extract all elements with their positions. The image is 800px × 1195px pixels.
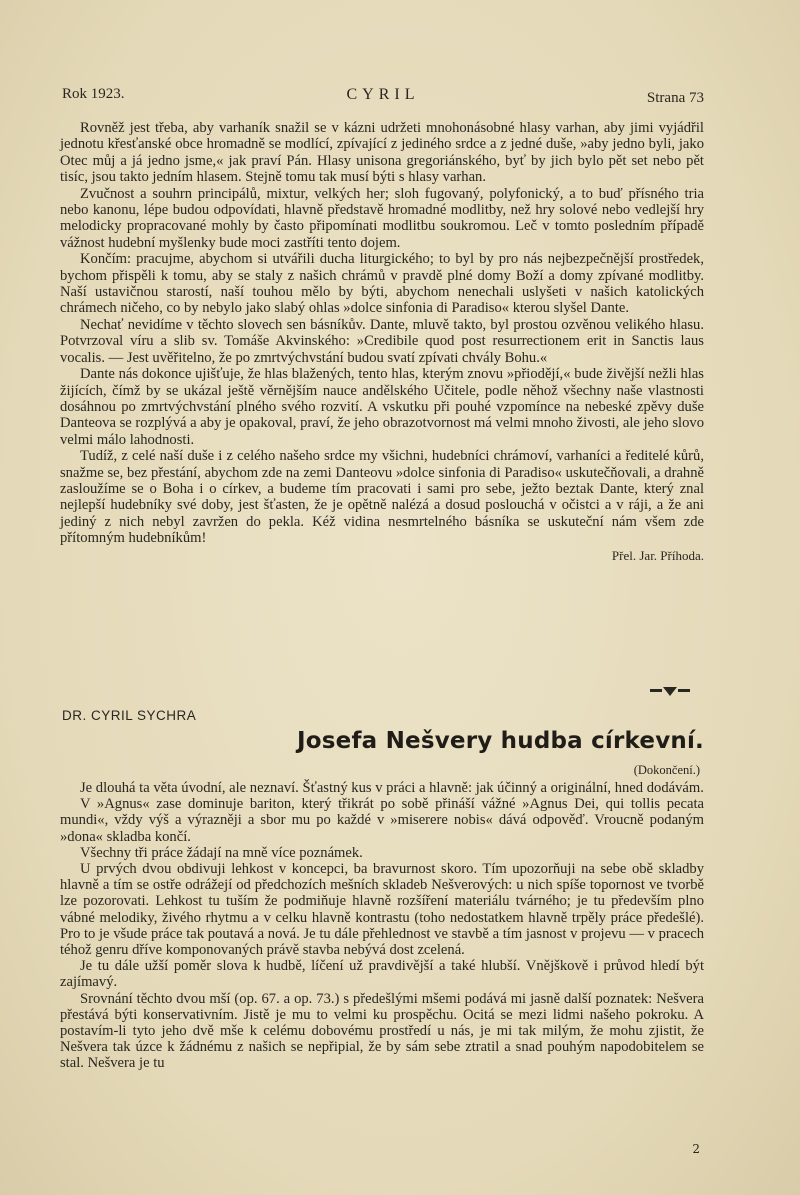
header-year: Rok 1923.	[62, 86, 125, 102]
paragraph: Všechny tři práce žádají na mně více poznámek.	[80, 844, 363, 861]
header-journal-title: CYRIL	[346, 86, 420, 103]
article-author: DR. CYRIL SYCHRA	[62, 708, 197, 723]
article-body	[60, 780, 704, 1072]
paragraph: Zvučnost a souhrn principálů, mixtur, velkých her; sloh fugovaný, polyfonický, a to buď přísného tria nebo kanonu, lépe budou odpovídati, hlavně představě hromadné modlitby, než hry solové nebo vedlejší hry melodicky propracované mohly by často připomínati modlitbu soukromou. Leč v tomto posledním případě vážnost hudební myšlenky bude moci zastříti tento dojem.	[60, 185, 704, 251]
printer-signature-mark: 2	[692, 1142, 700, 1156]
paragraph: Tudíž, z celé naší duše i z celého našeho srdce my všichni, hudebníci chrámoví, varhaníci a ředitelé kůrů, snažme se, bez přestání, abychom zde na zemi Danteovu »dolce sinfonia di Paradiso« uskutečňovali, a drahně zasloužíme se o Boha i o církev, a budeme tím pracovati i sami pro sebe, ježto beztak Dante, který znal nejlepší hudebníky své doby, jest šťasten, že je opětně nalézá a dosud poslouchá v očistci a v ráji, a že ani jediný z nich nebyl zavržen do pekla. Kéž vidina nesmrtelného básníka se uskuteční nám všem zde přítomným hudebníkům!	[60, 448, 704, 547]
header-page-number: Strana 73	[646, 90, 704, 106]
paragraph: Dante nás dokonce ujišťuje, že hlas blažených, tento hlas, kterým znovu »přiodějí,« bude živější nežli hlas žijících, čímž by se ukázal ještě věrnějším nauce andělského Učitele, podle něhož všechny naše vlastnosti dosáhnou po zmrtvýchvstání plného svého rozvití. A vskutku při pouhé vzpomínce na nebeské zpěvy duše Danteova se rozplývá a aby je opakoval, praví, že jeho obrazotvornost má velmi mnoho živosti, ale jeho slovo velmi málo lahodnosti.	[60, 366, 704, 448]
paragraph: Je tu dále užší poměr slova k hudbě, líčení už pravdivější a také hlubší. Vnějškově i průvod hledí být zajímavý.	[60, 958, 704, 991]
running-header	[62, 86, 704, 110]
paragraph: Nechať nevidíme v těchto slovech sen básníkův. Dante, mluvě takto, byl prostou ozvěnou velikého hlasu. Potvrzoval víru a slib sv. Tomáše Akvinského: »Credibile quod post resurrectionem erit in Sanctis laus vocalis. — Jest uvěřitelno, že po zmrtvýchvstání budou svatí zpívati chvály Bohu.«	[60, 316, 704, 366]
translator-signature: Přel. Jar. Příhoda.	[611, 547, 704, 563]
paragraph: Je dlouhá ta věta úvodní, ale neznaví. Šťastný kus v práci a hlavně: jak účinný a originální, hned dodávám.	[80, 780, 704, 796]
paragraph: Srovnání těchto dvou mší (op. 67. a op. 73.) s předešlými mšemi podává mi jasně další poznatek: Nešvera přestává býti konservativním. Jistě je mu to velmi ku prospěchu. Ocitá se mezi lidmi našeho pokroku. A postavím-li tyto jeho dvě mše k celému dobovému prostředí u nás, je mi tak milým, že mohu zjistit, že Nešvera tak úzce k žádnému z našich se nepřipial, že by sám sebe ztratil a snad pouhým napodobitelem se stal. Nešvera je tu	[60, 990, 704, 1072]
paragraph: Rovněž jest třeba, aby varhaník snažil se v kázni udržeti mnohonásobné hlasy varhan, aby jimi vyjádřil jednotu křesťanské obce hromadně se modlící, zpívající z jediného srdce a z jedné duše, »aby jedno byli, jako Otec můj a já jedno jsme,« jak praví Pán. Hlasy unisona gregoriánského, byť by jich bylo pět set nebo pět tisíc, jsou takto jedním hlasem. Stejně tomu tak musí býti s hlasy varhan.	[60, 120, 704, 186]
paragraph: Končím: pracujme, abychom si utvářili ducha liturgického; to byl by pro nás nejbezpečnější prostředek, bychom přispěli k tomu, aby se staly z našich chrámů v pravdě plné domy Boží a domy zpívané modlitby. Naší ustavičnou starostí, naší touhou mělo by býti, abychom nenechali uslyšeti v našich katolických chrámech ničeho, co by nebylo jako slabý ohlas »dolce sinfonia di Paradiso« kterou slyšel Dante.	[60, 251, 704, 317]
section-divider-ornament	[650, 684, 690, 698]
section-body	[60, 120, 704, 564]
paragraph: U prvých dvou obdivuji lehkost v koncepci, ba bravurnost skoro. Tím upozorňuji na sebe obě skladby hlavně a tím se ostře odrážejí od předchozích mešních skladeb Nešverových: u nich spíše topornost ve tvorbě lze pozorovati. Lehkost tu tuším že podmiňuje hlavně rozšíření materiálu tvárného; je tu především plno vábné melodiky, živého rhytmu a v celku hlavně kontrastu (toho nedostatkem hlavně trpěly práce předešlé). Pro to je všude práce tak poutavá a nová. Je tu dále přehlednost ve stavbě a tím jasnost v projevu — v pracech téhož genru dříve komponovaných právě stavba nebývá dost zcelená.	[60, 861, 704, 959]
paragraph: V »Agnus« zase dominuje bariton, který třikrát po sobě přináší vážné »Agnus Dei, qui tollis pecata mundi«, vždy výš a výrazněji a sbor mu po každé v »miserere nobis« dává odpověď. Vroucně podaným »dona« skladba končí.	[60, 796, 704, 845]
article-title: Josefa Nešvery hudba církevní.	[297, 728, 704, 754]
continuation-note: (Dokončení.)	[633, 763, 700, 777]
